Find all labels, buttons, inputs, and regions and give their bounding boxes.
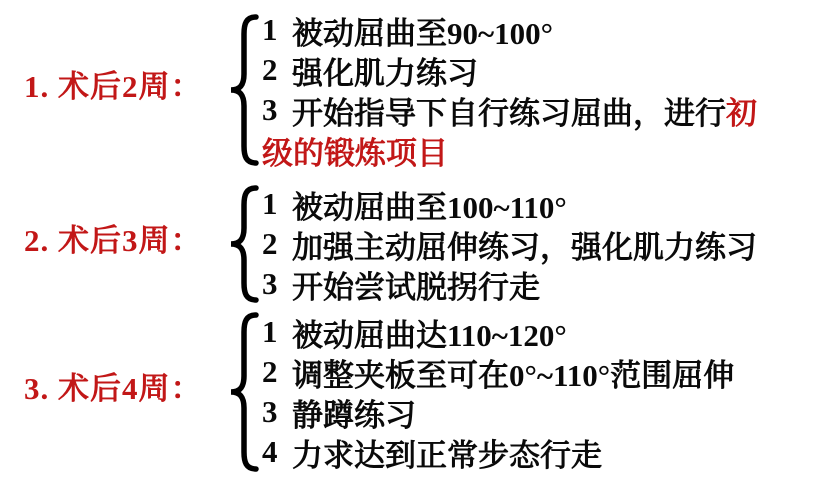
curly-brace-icon [228, 185, 260, 303]
item-text: 被动屈曲至90~100° [292, 15, 554, 51]
section-items [262, 10, 757, 170]
curly-brace-icon [228, 14, 260, 166]
list-item [262, 90, 757, 130]
item-number: 1 [262, 12, 278, 47]
list-item [262, 312, 734, 352]
list-item [262, 392, 734, 432]
list-item [262, 264, 757, 304]
item-number: 2 [262, 52, 278, 87]
item-text: 开始指导下自行练习屈曲，进行 [292, 95, 726, 131]
item-number: 1 [262, 314, 278, 349]
item-number: 2 [262, 354, 278, 389]
item-text: 力求达到正常步态行走 [292, 437, 602, 473]
list-item [262, 10, 757, 50]
item-number: 2 [262, 226, 278, 261]
section-row [0, 184, 757, 304]
item-number: 3 [262, 394, 278, 429]
list-item [262, 224, 757, 264]
item-text: 开始尝试脱拐行走 [292, 269, 540, 305]
item-text: 被动屈曲达110~120° [292, 317, 567, 353]
list-item [262, 130, 757, 170]
section-items [262, 184, 757, 304]
item-text: 加强主动屈伸练习，强化肌力练习 [292, 229, 757, 265]
list-item [262, 352, 734, 392]
item-text: 强化肌力练习 [292, 55, 478, 91]
item-text: 静蹲练习 [292, 397, 416, 433]
item-number: 4 [262, 434, 278, 469]
item-number: 1 [262, 186, 278, 221]
section-row [0, 10, 757, 170]
item-number: 3 [262, 266, 278, 301]
item-number: 3 [262, 92, 278, 127]
list-item [262, 432, 734, 472]
item-text-highlight: 级的锻炼项目 [262, 135, 448, 171]
item-text: 被动屈曲至100~110° [292, 189, 567, 225]
section-label: 2. 术后3周： [24, 222, 203, 258]
section-label: 1. 术后2周： [24, 68, 203, 104]
section-row [0, 312, 734, 472]
item-text: 调整夹板至可在0°~110°范围屈伸 [292, 357, 735, 393]
curly-brace-icon [228, 312, 260, 472]
item-text-highlight: 初 [726, 95, 757, 131]
list-item [262, 50, 757, 90]
section-label: 3. 术后4周： [24, 370, 203, 406]
section-items [262, 312, 734, 472]
list-item [262, 184, 757, 224]
